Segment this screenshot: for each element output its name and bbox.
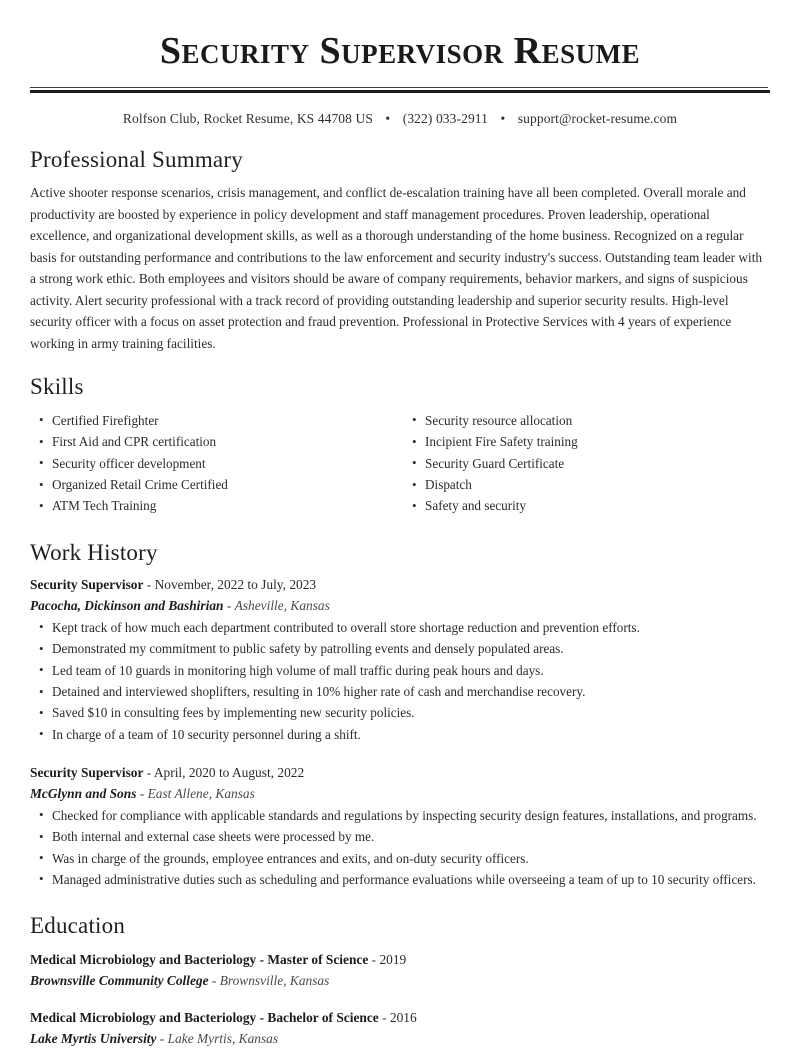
job-role: Security Supervisor [30, 765, 144, 781]
page-title: Security Supervisor Resume [159, 30, 641, 72]
education-school-line [30, 970, 770, 991]
job-title-line [30, 763, 770, 784]
job-bullet-item: • Led team of 10 guards in monitoring high volume of mall traffic during peak hours and days. [30, 660, 770, 681]
job-company: McGlynn and Sons [30, 786, 137, 801]
contact-phone[interactable]: (322) 033-2911 [402, 110, 488, 126]
separator-dash: - [378, 1010, 390, 1026]
education-year: 2019 [379, 951, 407, 967]
skill-item: • Incipient Fire Safety training [400, 431, 770, 452]
skills-list-right [400, 410, 770, 517]
skill-item: • First Aid and CPR certification [30, 431, 400, 452]
job-dates: April, 2020 to August, 2022 [153, 765, 305, 781]
professional-summary-section [30, 146, 770, 355]
job-dates: November, 2022 to July, 2023 [154, 577, 317, 593]
divider-thick-line [30, 90, 770, 93]
job-bullet-item: • Managed administrative duties such as scheduling and performance evaluations while overseeing a team of up to 10 security officers. [30, 869, 770, 890]
work-history-section [30, 539, 770, 890]
skill-item: • Security resource allocation [400, 410, 770, 431]
skills-list-left [30, 410, 400, 517]
contact-address: Rolfson Club, Rocket Resume, KS 44708 US [122, 110, 373, 126]
separator-dash: - [136, 786, 148, 801]
contact-email[interactable]: support@rocket-resume.com [517, 110, 678, 126]
education-year: 2016 [389, 1010, 417, 1026]
skills-section [30, 373, 770, 516]
education-degree: Medical Microbiology and Bacteriology - Bachelor of Science [30, 1010, 379, 1026]
job-bullet-item: • Kept track of how much each department contributed to overall store shortage reduction and prevention efforts. [30, 617, 770, 638]
skills-columns [30, 410, 770, 517]
skill-item: • Dispatch [400, 474, 770, 495]
skill-item: • Security Guard Certificate [400, 453, 770, 474]
summary-text: Active shooter response scenarios, crisis management, and conflict de-escalation training have all been completed. Overall morale and productivity are boosted by experience in policy development and staff management procedures. Proven leadership, operational excellence, and organizational development skills, as well as a thorough understanding of the home business. Recognized on a regular basis for outstanding performance and contributions to the law enforcement and security industry's success. Outstanding team leader with a strong work ethic. Both employees and visitors should be aware of company requirements, behavior markers, and signs of suspicious activity. Alert security professional with a track record of providing outstanding leadership and superior security results. High-level security officer with a focus on asset protection and fraud prevention. Professional in Protective Services with 4 years of experience working in army training facilities. [30, 185, 763, 351]
contact-separator-1: • [385, 110, 391, 126]
education-school: Brownsville Community College [30, 973, 209, 989]
job-bullet-item: • Detained and interviewed shoplifters, resulting in 10% higher rate of cash and merchandise recovery. [30, 681, 770, 702]
separator-dash: - [223, 598, 235, 614]
skill-item: • ATM Tech Training [30, 495, 400, 516]
education-heading: Education [30, 913, 126, 939]
separator-dash: - [143, 765, 154, 781]
education-section [30, 912, 770, 1049]
education-container [30, 949, 770, 1050]
summary-heading: Professional Summary [30, 146, 243, 172]
skills-heading: Skills [30, 374, 84, 400]
job-location: Asheville, Kansas [234, 598, 330, 614]
separator-dash: - [208, 973, 220, 989]
job-company-line [30, 784, 770, 805]
jobs-container [30, 575, 770, 890]
separator-dash: - [156, 1031, 168, 1047]
job-bullet-item: • Checked for compliance with applicable standards and regulations by inspecting security design features, installations, and programs. [30, 805, 770, 826]
education-degree: Medical Microbiology and Bacteriology - Master of Science [30, 951, 369, 967]
job-entry [30, 575, 770, 745]
skill-item: • Organized Retail Crime Certified [30, 474, 400, 495]
job-bullet-item: • Demonstrated my commitment to public safety by patrolling events and densely populated areas. [30, 638, 770, 659]
skill-item: • Safety and security [400, 495, 770, 516]
skill-item: • Certified Firefighter [30, 410, 400, 431]
skill-item: • Security officer development [30, 453, 400, 474]
job-company-line [30, 596, 770, 617]
header-divider [30, 87, 770, 93]
job-role: Security Supervisor [30, 577, 144, 593]
separator-dash: - [368, 951, 380, 967]
job-title-line [30, 575, 770, 596]
job-bullet-item: • Saved $10 in consulting fees by implementing new security policies. [30, 702, 770, 723]
contact-separator-2: • [500, 110, 506, 126]
job-location: East Allene, Kansas [147, 786, 255, 801]
education-location: Brownsville, Kansas [219, 973, 330, 989]
job-bullet-list [30, 617, 770, 745]
job-bullet-item: • Both internal and external case sheets were processed by me. [30, 826, 770, 847]
job-bullet-list [30, 805, 770, 891]
job-bullet-item: • Was in charge of the grounds, employee entrances and exits, and on-duty security officers. [30, 848, 770, 869]
education-degree-line [30, 1007, 770, 1028]
separator-dash: - [143, 577, 155, 593]
job-entry [30, 763, 770, 890]
skills-column-left [30, 410, 400, 517]
skills-column-right [400, 410, 770, 517]
education-entry [30, 949, 770, 991]
education-school: Lake Myrtis University [30, 1031, 157, 1047]
job-company: Pacocha, Dickinson and Bashirian [30, 598, 224, 614]
education-degree-line [30, 949, 770, 970]
work-history-heading: Work History [30, 539, 158, 565]
education-school-line [30, 1028, 770, 1049]
job-bullet-item: • In charge of a team of 10 security personnel during a shift. [30, 724, 770, 745]
education-entry [30, 1007, 770, 1049]
education-location: Lake Myrtis, Kansas [167, 1031, 279, 1047]
contact-line [30, 111, 770, 127]
